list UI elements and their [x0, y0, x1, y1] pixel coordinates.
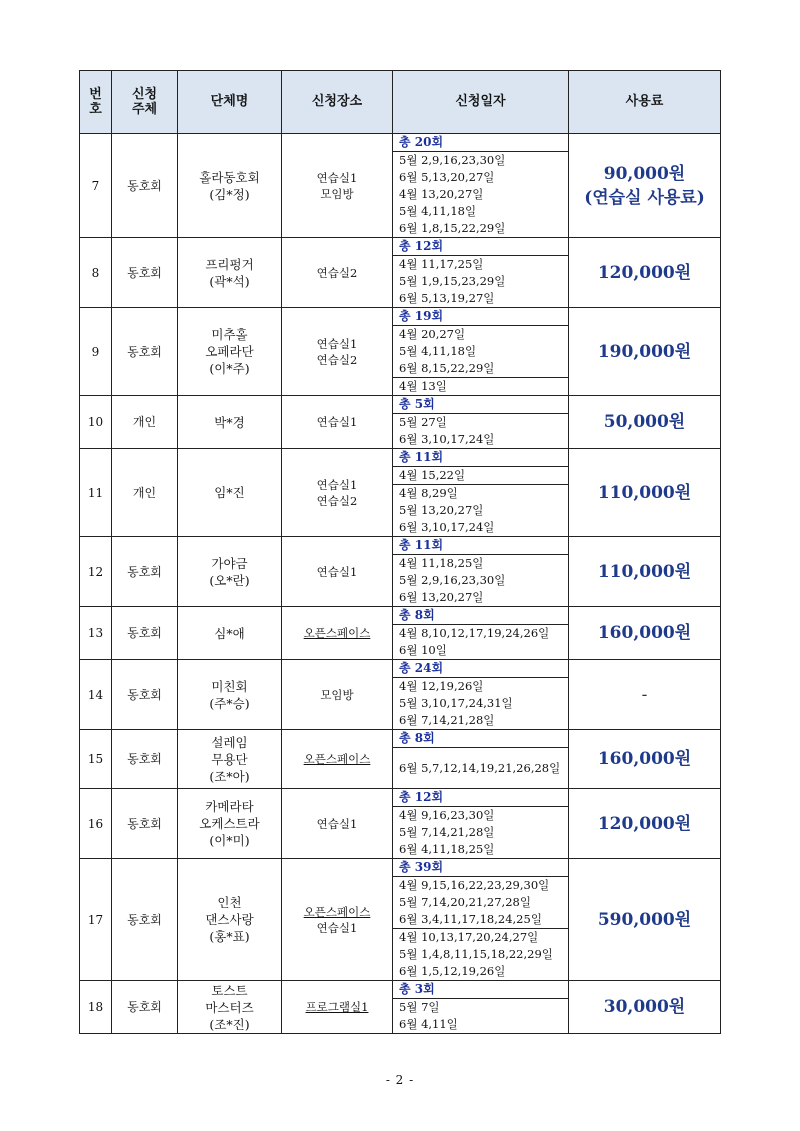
- dates-block: [393, 413, 568, 448]
- group-name-line: (이*주): [209, 361, 250, 376]
- group-name-line: 마스터즈: [205, 999, 254, 1015]
- group-name-line: 오케스트라: [199, 816, 260, 831]
- place-cell: [282, 859, 393, 981]
- group-name-line: 인천: [217, 895, 242, 910]
- place-line: [282, 687, 392, 703]
- dates-block: [393, 876, 568, 928]
- place-name: 오픈스페이스: [303, 904, 371, 919]
- table-row: [80, 396, 721, 449]
- dates-cell: [393, 730, 569, 789]
- group-name-line: (오*란): [209, 572, 250, 588]
- place-cell: [282, 238, 393, 308]
- group-name-cell: [178, 730, 282, 789]
- dates-cell: [393, 537, 569, 607]
- dates-block: [393, 377, 568, 395]
- fee-amount: 120,000원: [597, 813, 692, 834]
- dates-total-block: [393, 238, 568, 255]
- place-cell: [282, 308, 393, 396]
- fee-cell: [569, 789, 721, 859]
- fee-cell: [569, 660, 721, 730]
- group-name-cell: [178, 859, 282, 981]
- row-number: 12: [80, 537, 112, 607]
- date-line: 6월 4,11,18,25일: [399, 842, 495, 856]
- place-name: 오픈스페이스: [303, 626, 371, 640]
- table-row: [80, 981, 721, 1034]
- page-number: - 2 -: [385, 1073, 415, 1087]
- date-line: 6월 7,14,21,28일: [399, 713, 495, 727]
- fee-amount: 160,000원: [597, 749, 692, 769]
- group-name-line: (홍*표): [209, 929, 250, 944]
- total-count: 총 3회: [399, 982, 435, 996]
- dates-block: [393, 928, 568, 980]
- dates-block: [393, 677, 568, 729]
- date-line: 6월 5,13,19,27일: [399, 291, 495, 305]
- fee-cell: [569, 537, 721, 607]
- group-name-line: (곽*석): [209, 273, 250, 289]
- applicant-type: 개인: [112, 396, 178, 449]
- place-line: [282, 625, 392, 641]
- date-line: 5월 4,11,18일: [399, 344, 477, 358]
- table-row: [80, 238, 721, 308]
- place-line: [282, 186, 392, 202]
- total-count: 총 5회: [399, 397, 435, 411]
- row-number: 17: [80, 859, 112, 981]
- dates-block: [393, 806, 568, 858]
- fee-amount: 160,000원: [597, 623, 692, 643]
- dates-total-block: [393, 981, 568, 998]
- header-no: 번 호: [80, 71, 112, 134]
- place-cell: [282, 607, 393, 660]
- place-name: 연습실1: [316, 477, 358, 492]
- place-name: 모임방: [320, 186, 354, 201]
- place-line: [282, 904, 392, 920]
- applicant-type: 동호회: [112, 789, 178, 859]
- group-name-line: 무용단: [211, 751, 248, 767]
- table-row: [80, 134, 721, 238]
- total-count: 총 11회: [399, 538, 444, 552]
- table-row: [80, 730, 721, 789]
- date-line: 5월 7일: [399, 1000, 440, 1014]
- group-name-line: 임*진: [214, 485, 245, 500]
- row-number: 18: [80, 981, 112, 1034]
- header-fee: 사용료: [569, 71, 721, 134]
- fee-amount: 50,000원: [603, 412, 686, 432]
- applicant-type: 개인: [112, 449, 178, 537]
- place-line: [282, 564, 392, 580]
- date-line: 5월 7,14,20,21,27,28일: [399, 895, 531, 909]
- dates-cell: [393, 607, 569, 660]
- place-name: 모임방: [320, 687, 354, 702]
- group-name-line: 미친회: [211, 678, 248, 694]
- place-cell: [282, 396, 393, 449]
- row-number: 8: [80, 238, 112, 308]
- dates-cell: [393, 859, 569, 981]
- date-line: 4월 10,13,17,20,24,27일: [399, 930, 539, 944]
- applicant-type: 동호회: [112, 859, 178, 981]
- total-count: 총 20회: [399, 135, 444, 149]
- applicant-type: 동호회: [112, 981, 178, 1034]
- date-line: 5월 7,14,21,28일: [399, 825, 495, 839]
- table-row: [80, 789, 721, 859]
- date-line: 5월 3,10,17,24,31일: [399, 696, 513, 710]
- dates-total-block: [393, 859, 568, 876]
- place-name: 연습실1: [316, 170, 358, 185]
- date-line: 4월 8,29일: [399, 486, 458, 500]
- date-line: 6월 10일: [399, 643, 447, 657]
- place-name: 연습실1: [316, 415, 358, 429]
- row-number: 11: [80, 449, 112, 537]
- date-line: 4월 12,19,26일: [399, 679, 484, 693]
- fee-amount: 110,000원: [597, 561, 692, 582]
- dates-block: [393, 624, 568, 659]
- fee-amount: 90,000원: [603, 163, 686, 184]
- date-line: 4월 11,17,25일: [399, 257, 484, 271]
- group-name-cell: [178, 396, 282, 449]
- header-place: 신청장소: [282, 71, 393, 134]
- group-name-line: 토스트: [211, 982, 248, 998]
- dates-block: [393, 484, 568, 536]
- table-header-row: [80, 71, 721, 134]
- group-name-line: 홀라동호회: [199, 169, 260, 185]
- row-number: 7: [80, 134, 112, 238]
- group-name-line: (조*진): [209, 1016, 250, 1032]
- place-cell: [282, 730, 393, 789]
- date-line: 6월 3,10,17,24일: [399, 432, 495, 446]
- group-name-line: 심*애: [214, 625, 245, 641]
- table-row: [80, 449, 721, 537]
- fee-cell: [569, 981, 721, 1034]
- group-name-cell: [178, 981, 282, 1034]
- row-number: 9: [80, 308, 112, 396]
- total-count: 총 8회: [399, 608, 435, 622]
- date-line: 4월 15,22일: [399, 468, 466, 482]
- dates-block: [393, 151, 568, 237]
- table-row: [80, 859, 721, 981]
- fee-amount: 190,000원: [597, 341, 692, 362]
- date-line: 6월 3,10,17,24일: [399, 520, 495, 534]
- place-line: [282, 920, 392, 936]
- table-row: [80, 607, 721, 660]
- fee-amount: -: [641, 684, 648, 705]
- group-name-cell: [178, 308, 282, 396]
- date-line: 5월 2,9,16,23,30일: [399, 153, 506, 167]
- place-line: [282, 265, 392, 281]
- dates-total-block: [393, 449, 568, 466]
- date-line: 5월 4,11,18일: [399, 204, 477, 218]
- dates-cell: [393, 789, 569, 859]
- place-name: 연습실1: [316, 564, 358, 579]
- row-number: 15: [80, 730, 112, 789]
- table-row: [80, 308, 721, 396]
- applicant-type: 동호회: [112, 730, 178, 789]
- group-name-line: 설레임: [211, 734, 248, 750]
- applicant-type: 동호회: [112, 134, 178, 238]
- dates-cell: [393, 981, 569, 1034]
- total-count: 총 8회: [399, 731, 435, 745]
- total-count: 총 11회: [399, 450, 444, 464]
- group-name-line: 카메라타: [205, 799, 254, 814]
- date-line: 6월 13,20,27일: [399, 590, 484, 604]
- place-line: [282, 751, 392, 767]
- date-line: 4월 11,18,25일: [399, 556, 484, 570]
- total-count: 총 19회: [399, 309, 444, 323]
- applicant-type: 동호회: [112, 660, 178, 730]
- dates-block: [393, 998, 568, 1033]
- date-line: 6월 5,7,12,14,19,21,26,28일: [399, 761, 561, 775]
- place-line: [282, 336, 392, 352]
- place-cell: [282, 981, 393, 1034]
- row-number: 16: [80, 789, 112, 859]
- dates-total-block: [393, 660, 568, 677]
- group-name-cell: [178, 789, 282, 859]
- place-name: 연습실1: [316, 336, 358, 351]
- dates-total-block: [393, 537, 568, 554]
- header-applicant-type: 신청 주체: [112, 71, 178, 134]
- total-count: 총 12회: [399, 790, 444, 804]
- row-number: 14: [80, 660, 112, 730]
- dates-total-block: [393, 396, 568, 413]
- place-cell: [282, 660, 393, 730]
- header-dates: 신청일자: [393, 71, 569, 134]
- row-number: 13: [80, 607, 112, 660]
- group-name-line: 미추홀: [211, 327, 248, 342]
- group-name-line: (조*아): [209, 768, 250, 784]
- group-name-line: (이*미): [209, 833, 250, 848]
- place-name: 연습실2: [316, 352, 358, 367]
- date-line: 4월 9,16,23,30일: [399, 808, 495, 822]
- place-name: 연습실1: [316, 816, 358, 831]
- dates-total-block: [393, 134, 568, 151]
- place-line: [282, 816, 392, 832]
- group-name-cell: [178, 607, 282, 660]
- date-line: 6월 1,5,12,19,26일: [399, 964, 506, 978]
- fee-cell: [569, 238, 721, 308]
- date-line: 6월 8,15,22,29일: [399, 361, 495, 375]
- dates-total-block: [393, 730, 568, 747]
- group-name-line: 가야금: [211, 555, 248, 571]
- date-line: 5월 27일: [399, 415, 447, 429]
- date-line: 4월 9,15,16,22,23,29,30일: [399, 878, 550, 892]
- dates-total-block: [393, 789, 568, 806]
- total-count: 총 12회: [399, 239, 444, 253]
- place-cell: [282, 537, 393, 607]
- applicant-type: 동호회: [112, 607, 178, 660]
- date-line: 4월 13,20,27일: [399, 187, 484, 201]
- dates-cell: [393, 308, 569, 396]
- place-name: 프로그램실1: [305, 1000, 369, 1014]
- dates-cell: [393, 238, 569, 308]
- fee-amount: 120,000원: [597, 262, 692, 283]
- fee-amount: 590,000원: [597, 909, 692, 930]
- dates-cell: [393, 449, 569, 537]
- group-name-line: (주*승): [209, 695, 250, 711]
- date-line: 6월 1,8,15,22,29일: [399, 221, 506, 235]
- date-line: 5월 1,9,15,23,29일: [399, 274, 506, 288]
- applicant-type: 동호회: [112, 308, 178, 396]
- fee-amount: 110,000원: [597, 482, 692, 503]
- group-name-line: 박*경: [214, 414, 245, 430]
- group-name-line: 오페라단: [205, 344, 254, 359]
- dates-block: [393, 747, 568, 788]
- place-cell: [282, 449, 393, 537]
- fee-cell: [569, 449, 721, 537]
- dates-cell: [393, 660, 569, 730]
- date-line: 6월 5,13,20,27일: [399, 170, 495, 184]
- dates-cell: [393, 396, 569, 449]
- fee-cell: [569, 134, 721, 238]
- date-line: 6월 3,4,11,17,18,24,25일: [399, 912, 542, 926]
- table-row: [80, 537, 721, 607]
- applicant-type: 동호회: [112, 238, 178, 308]
- group-name-cell: [178, 537, 282, 607]
- place-line: [282, 999, 392, 1015]
- place-line: [282, 352, 392, 368]
- date-line: 6월 4,11일: [399, 1017, 458, 1031]
- fee-amount: (연습실 사용료): [584, 187, 705, 208]
- group-name-line: (김*정): [209, 186, 250, 202]
- applicant-type: 동호회: [112, 537, 178, 607]
- dates-block: [393, 325, 568, 377]
- place-name: 연습실1: [316, 920, 358, 935]
- group-name-line: 프리펑거: [205, 256, 254, 272]
- row-number: 10: [80, 396, 112, 449]
- place-name: 오픈스페이스: [303, 752, 371, 766]
- place-line: [282, 493, 392, 509]
- place-line: [282, 414, 392, 430]
- place-cell: [282, 134, 393, 238]
- date-line: 4월 8,10,12,17,19,24,26일: [399, 626, 550, 640]
- group-name-cell: [178, 134, 282, 238]
- date-line: 4월 20,27일: [399, 327, 466, 341]
- fee-cell: [569, 308, 721, 396]
- fee-cell: [569, 730, 721, 789]
- date-line: 5월 1,4,8,11,15,18,22,29일: [399, 947, 553, 961]
- rental-schedule-table: [79, 70, 721, 1034]
- place-cell: [282, 789, 393, 859]
- group-name-cell: [178, 660, 282, 730]
- table-row: [80, 660, 721, 730]
- fee-amount: 30,000원: [603, 997, 686, 1017]
- header-group-name: 단체명: [178, 71, 282, 134]
- date-line: 4월 13일: [399, 379, 447, 393]
- dates-block: [393, 255, 568, 307]
- fee-cell: [569, 607, 721, 660]
- place-line: [282, 477, 392, 493]
- dates-cell: [393, 134, 569, 238]
- total-count: 총 39회: [399, 860, 444, 874]
- place-line: [282, 170, 392, 186]
- date-line: 5월 2,9,16,23,30일: [399, 573, 506, 587]
- group-name-line: 댄스사랑: [205, 912, 254, 927]
- dates-block: [393, 554, 568, 606]
- dates-block: [393, 466, 568, 484]
- dates-total-block: [393, 308, 568, 325]
- group-name-cell: [178, 449, 282, 537]
- date-line: 5월 13,20,27일: [399, 503, 484, 517]
- group-name-cell: [178, 238, 282, 308]
- fee-cell: [569, 396, 721, 449]
- place-name: 연습실2: [316, 493, 358, 508]
- fee-cell: [569, 859, 721, 981]
- total-count: 총 24회: [399, 661, 444, 675]
- place-name: 연습실2: [316, 265, 358, 280]
- dates-total-block: [393, 607, 568, 624]
